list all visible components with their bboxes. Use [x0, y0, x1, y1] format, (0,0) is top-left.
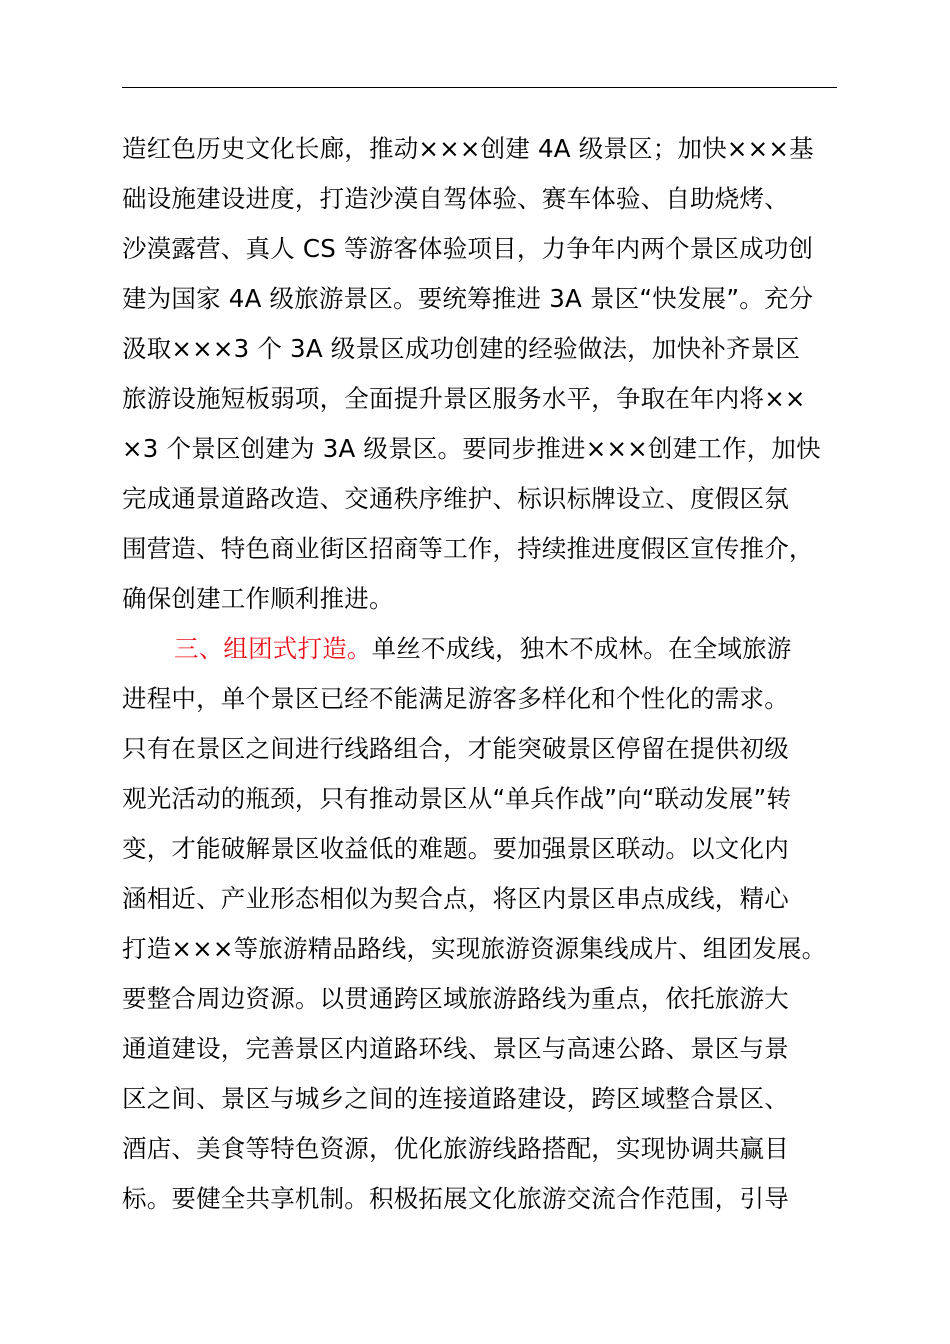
text-line-6	[122, 374, 852, 424]
line-text: 涵相近、产业形态相似为契合点，将区内景区串点成线，精心	[122, 884, 789, 913]
text-line-12	[122, 674, 852, 724]
line-text: 变，才能破解景区收益低的难题。要加强景区联动。以文化内	[122, 834, 789, 863]
text-line-1	[122, 124, 852, 174]
line-text: 进程中，单个景区已经不能满足游客多样化和个性化的需求。	[122, 684, 789, 713]
line-text: 汲取×××3 个 3A 级景区成功创建的经验做法，加快补齐景区	[122, 334, 801, 363]
text-line-7	[122, 424, 852, 474]
text-line-21	[122, 1124, 852, 1174]
line-text: 旅游设施短板弱项，全面提升景区服务水平，争取在年内将××	[122, 384, 806, 413]
text-line-13	[122, 724, 852, 774]
line-text: 酒店、美食等特色资源，优化旅游线路搭配，实现协调共赢目	[122, 1134, 789, 1163]
line-text: 观光活动的瓶颈，只有推动景区从“单兵作战”向“联动发展”转	[122, 784, 792, 813]
line-text: 建为国家 4A 级旅游景区。要统筹推进 3A 景区“快发展”。充分	[122, 284, 814, 313]
text-line-14	[122, 774, 852, 824]
text-line-17	[122, 924, 852, 974]
line-text: 确保创建工作顺利推进。	[122, 584, 394, 613]
text-line-3	[122, 224, 852, 274]
line-text: 围营造、特色商业街区招商等工作，持续推进度假区宣传推介，	[122, 534, 814, 563]
line-text: 要整合周边资源。以贯通跨区域旅游路线为重点，依托旅游大	[122, 984, 789, 1013]
line-text: 标。要健全共享机制。积极拓展文化旅游交流合作范围，引导	[122, 1184, 789, 1213]
line-text: 区之间、景区与城乡之间的连接道路建设，跨区域整合景区、	[122, 1084, 789, 1113]
line-text: 单丝不成线，独木不成林。在全域旅游	[371, 634, 792, 663]
text-line-4	[122, 274, 852, 324]
text-line-18	[122, 974, 852, 1024]
section-heading: 三、组团式打造。	[174, 634, 372, 663]
line-text: 通道建设，完善景区内道路环线、景区与高速公路、景区与景	[122, 1034, 789, 1063]
text-line-15	[122, 824, 852, 874]
text-line-19	[122, 1024, 852, 1074]
line-text: 打造×××等旅游精品路线，实现旅游资源集线成片、组团发展。	[122, 934, 827, 963]
text-line-16	[122, 874, 852, 924]
line-text: 完成通景道路改造、交通秩序维护、标识标牌设立、度假区氛	[122, 484, 789, 513]
text-line-10	[122, 574, 852, 624]
line-text: 沙漠露营、真人 CS 等游客体验项目，力争年内两个景区成功创	[122, 234, 814, 263]
line-text: 造红色历史文化长廊，推动×××创建 4A 级景区；加快×××基	[122, 134, 814, 163]
text-line-8	[122, 474, 852, 524]
line-text: ×3 个景区创建为 3A 级景区。要同步推进×××创建工作，加快	[122, 434, 821, 463]
line-text: 只有在景区之间进行线路组合，才能突破景区停留在提供初级	[122, 734, 789, 763]
body-text	[122, 124, 852, 1224]
text-line-5	[122, 324, 852, 374]
text-line-22	[122, 1174, 852, 1224]
header-rule	[122, 87, 837, 88]
text-line-2	[122, 174, 852, 224]
line-text: 础设施建设进度，打造沙漠自驾体验、赛车体验、自助烧烤、	[122, 184, 789, 213]
text-line-11	[122, 624, 852, 674]
text-line-20	[122, 1074, 852, 1124]
text-line-9	[122, 524, 852, 574]
